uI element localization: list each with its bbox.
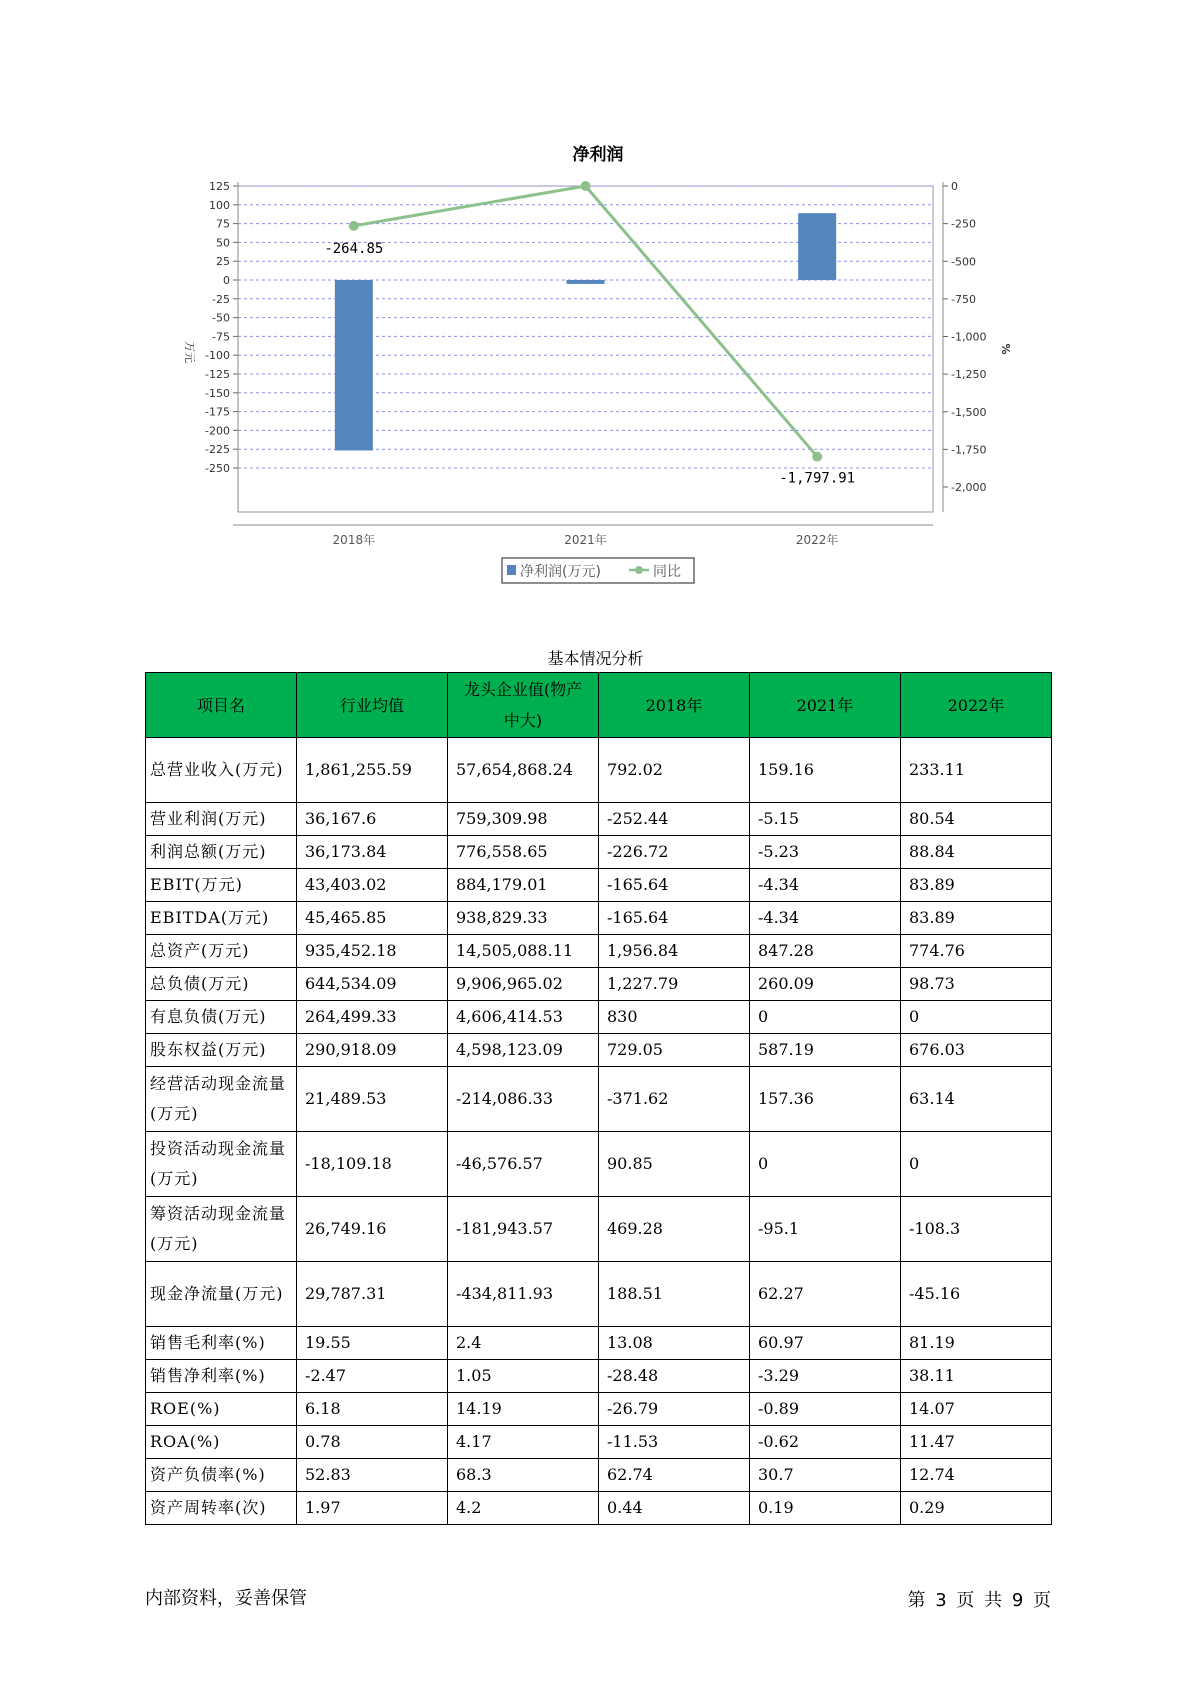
table-row [146,1001,1052,1034]
table-cell: 0.44 [599,1492,750,1525]
row-label-cell: 投资活动现金流量(万元) [146,1132,297,1197]
header-2018: 2018年 [599,673,750,738]
table-cell: 0.19 [750,1492,901,1525]
right-tick-label: -750 [951,292,976,306]
left-tick-label: -50 [212,311,230,325]
row-label-cell: 筹资活动现金流量(万元) [146,1197,297,1262]
table-cell: 11.47 [901,1426,1052,1459]
table-cell: 1,956.84 [599,935,750,968]
table-cell: 83.89 [901,902,1052,935]
data-label-2018: -264.85 [324,240,384,257]
table-cell: 676.03 [901,1034,1052,1067]
left-tick-label: -175 [205,405,230,419]
table-row [146,1426,1052,1459]
net-profit-chart [0,0,1191,600]
table-cell: -108.3 [901,1197,1052,1262]
right-axis [943,180,986,512]
table-cell: 729.05 [599,1034,750,1067]
left-tick-label: -100 [205,349,230,363]
table-cell: -5.23 [750,836,901,869]
table-cell: 1,227.79 [599,968,750,1001]
table-cell: 847.28 [750,935,901,968]
left-tick-label: -250 [205,462,230,475]
table-cell: 88.84 [901,836,1052,869]
basic-analysis-table [145,672,1052,1525]
table-cell: 62.74 [599,1459,750,1492]
category-label: 2022年 [795,533,839,547]
left-tick-label: 100 [209,198,230,212]
table-cell: -18,109.18 [297,1132,448,1197]
data-label-2022: -1,797.91 [779,470,856,487]
left-axis-label: 万元 [183,341,196,363]
row-label-cell: 总负债(万元) [146,968,297,1001]
table-cell: 38.11 [901,1360,1052,1393]
table-cell: 0.78 [297,1426,448,1459]
table-cell: 644,534.09 [297,968,448,1001]
table-cell: 0 [901,1001,1052,1034]
category-labels [233,525,933,547]
table-cell: 260.09 [750,968,901,1001]
table-header-row [146,673,1052,738]
table-row [146,968,1052,1001]
left-tick-label: 25 [216,255,230,269]
table-cell: 1.05 [448,1360,599,1393]
right-tick-label: 0 [951,180,958,193]
row-label-cell: 资产负债率(%) [146,1459,297,1492]
row-label-cell: 经营活动现金流量(万元) [146,1067,297,1132]
table-body [146,738,1052,1525]
table-cell: 4,598,123.09 [448,1034,599,1067]
table-row [146,1393,1052,1426]
yoy-point-2022年 [812,452,822,462]
table-row [146,869,1052,902]
table-cell: 264,499.33 [297,1001,448,1034]
left-tick-label: -225 [205,443,230,457]
table-row [146,1034,1052,1067]
table-cell: 587.19 [750,1034,901,1067]
row-label-cell: 营业利润(万元) [146,803,297,836]
right-tick-label: -250 [951,217,976,231]
table-cell: 52.83 [297,1459,448,1492]
table-caption: 基本情况分析 [547,649,644,668]
chart-title: 净利润 [572,145,624,165]
table-cell: -95.1 [750,1197,901,1262]
left-tick-label: -150 [205,386,230,400]
table-cell: 36,173.84 [297,836,448,869]
row-label-cell: 股东权益(万元) [146,1034,297,1067]
table-row [146,902,1052,935]
right-tick-label: -1,250 [951,368,987,382]
row-label-cell: 有息负债(万元) [146,1001,297,1034]
bar-2021年 [567,280,605,284]
table-cell: 938,829.33 [448,902,599,935]
row-label-cell: 现金净流量(万元) [146,1262,297,1327]
table-row [146,738,1052,803]
table-cell: 159.16 [750,738,901,803]
category-label: 2018年 [332,533,376,547]
table-cell: 90.85 [599,1132,750,1197]
table-cell: 0 [901,1132,1052,1197]
table-cell: 98.73 [901,968,1052,1001]
table-cell: 290,918.09 [297,1034,448,1067]
table-row [146,1360,1052,1393]
table-cell: 9,906,965.02 [448,968,599,1001]
row-label-cell: EBITDA(万元) [146,902,297,935]
table-cell: 62.27 [750,1262,901,1327]
legend-line-label: 同比 [653,564,681,580]
right-axis-label: % [999,343,1012,355]
table-cell: -2.47 [297,1360,448,1393]
row-label-cell: 总营业收入(万元) [146,738,297,803]
right-tick-label: -2,000 [951,481,987,494]
table-cell: -371.62 [599,1067,750,1132]
table-cell: -0.89 [750,1393,901,1426]
table-cell: 26,749.16 [297,1197,448,1262]
table-row [146,803,1052,836]
table-row [146,1262,1052,1327]
footer-confidential: 内部资料，妥善保管 [145,1588,307,1609]
table-cell: 63.14 [901,1067,1052,1132]
row-label-cell: EBIT(万元) [146,869,297,902]
table-cell: 935,452.18 [297,935,448,968]
right-tick-label: -1,500 [951,405,987,419]
left-axis [205,180,238,512]
table-cell: 0 [750,1001,901,1034]
right-tick-label: -1,750 [951,443,987,457]
table-cell: 12.74 [901,1459,1052,1492]
table-row [146,935,1052,968]
table-cell: -46,576.57 [448,1132,599,1197]
row-label-cell: 销售毛利率(%) [146,1327,297,1360]
table-cell: 81.19 [901,1327,1052,1360]
left-tick-label: -200 [205,424,230,438]
table-cell: 14.19 [448,1393,599,1426]
table-cell: 830 [599,1001,750,1034]
table-cell: 233.11 [901,738,1052,803]
row-label-cell: ROA(%) [146,1426,297,1459]
table-row [146,1067,1052,1132]
right-tick-label: -1,000 [951,330,987,344]
table-cell: 21,489.53 [297,1067,448,1132]
table-cell: -28.48 [599,1360,750,1393]
table-cell: 14,505,088.11 [448,935,599,968]
table-cell: 30.7 [750,1459,901,1492]
left-tick-label: 75 [216,217,230,231]
table-cell: 2.4 [448,1327,599,1360]
table-cell: 29,787.31 [297,1262,448,1327]
bar-2022年 [798,213,836,280]
table-row [146,1132,1052,1197]
table-cell: -4.34 [750,869,901,902]
left-tick-label: 50 [216,236,230,250]
bar-2018年 [335,280,373,450]
table-cell: 43,403.02 [297,869,448,902]
table-cell: 188.51 [599,1262,750,1327]
table-cell: -26.79 [599,1393,750,1426]
table-cell: 13.08 [599,1327,750,1360]
table-cell: 4,606,414.53 [448,1001,599,1034]
table-cell: -434,811.93 [448,1262,599,1327]
table-cell: 6.18 [297,1393,448,1426]
table-cell: -4.34 [750,902,901,935]
table-cell: 469.28 [599,1197,750,1262]
table-cell: -45.16 [901,1262,1052,1327]
row-label-cell: 利润总额(万元) [146,836,297,869]
table-cell: 80.54 [901,803,1052,836]
table-cell: 776,558.65 [448,836,599,869]
table-cell: -214,086.33 [448,1067,599,1132]
table-cell: 68.3 [448,1459,599,1492]
table-row [146,836,1052,869]
table-cell: -0.62 [750,1426,901,1459]
row-label-cell: 资产周转率(次) [146,1492,297,1525]
header-leader-value: 龙头企业值(物产中大) [448,673,599,738]
table-row [146,1459,1052,1492]
left-tick-label: 0 [223,274,230,287]
row-label-cell: 销售净利率(%) [146,1360,297,1393]
row-label-cell: 总资产(万元) [146,935,297,968]
table-cell: 4.17 [448,1426,599,1459]
table-cell: 45,465.85 [297,902,448,935]
table-cell: -226.72 [599,836,750,869]
left-tick-label: -125 [205,368,230,381]
yoy-point-2021年 [581,181,591,191]
legend [502,558,694,583]
table-cell: 4.2 [448,1492,599,1525]
table-cell: -11.53 [599,1426,750,1459]
table-cell: 60.97 [750,1327,901,1360]
table-cell: -5.15 [750,803,901,836]
category-label: 2021年 [564,533,607,547]
left-tick-label: 125 [209,180,230,193]
left-tick-label: -75 [212,330,230,344]
table-cell: 0 [750,1132,901,1197]
yoy-point-2018年 [349,221,359,231]
table-row [146,1327,1052,1360]
header-industry-avg: 行业均值 [297,673,448,738]
table-cell: -252.44 [599,803,750,836]
header-2022: 2022年 [901,673,1052,738]
legend-bar-label: 净利润(万元) [520,564,601,580]
legend-line-marker [635,566,643,574]
table-cell: 1.97 [297,1492,448,1525]
left-tick-label: -25 [212,292,230,306]
table-cell: 792.02 [599,738,750,803]
table-cell: 36,167.6 [297,803,448,836]
table-cell: -181,943.57 [448,1197,599,1262]
header-item-name: 项目名 [146,673,297,738]
right-tick-label: -500 [951,255,976,269]
table-cell: 774.76 [901,935,1052,968]
table-cell: -165.64 [599,902,750,935]
table-cell: 759,309.98 [448,803,599,836]
table-cell: 1,861,255.59 [297,738,448,803]
row-label-cell: ROE(%) [146,1393,297,1426]
table-cell: 14.07 [901,1393,1052,1426]
table-cell: 157.36 [750,1067,901,1132]
table-cell: 0.29 [901,1492,1052,1525]
table-cell: 57,654,868.24 [448,738,599,803]
footer-page-number: 第 3 页 共 9 页 [907,1590,1051,1611]
table-cell: 884,179.01 [448,869,599,902]
table-cell: -165.64 [599,869,750,902]
table-cell: 19.55 [297,1327,448,1360]
header-2021: 2021年 [750,673,901,738]
table-row [146,1492,1052,1525]
table-cell: 83.89 [901,869,1052,902]
table-cell: -3.29 [750,1360,901,1393]
legend-bar-swatch [507,565,516,575]
table-row [146,1197,1052,1262]
